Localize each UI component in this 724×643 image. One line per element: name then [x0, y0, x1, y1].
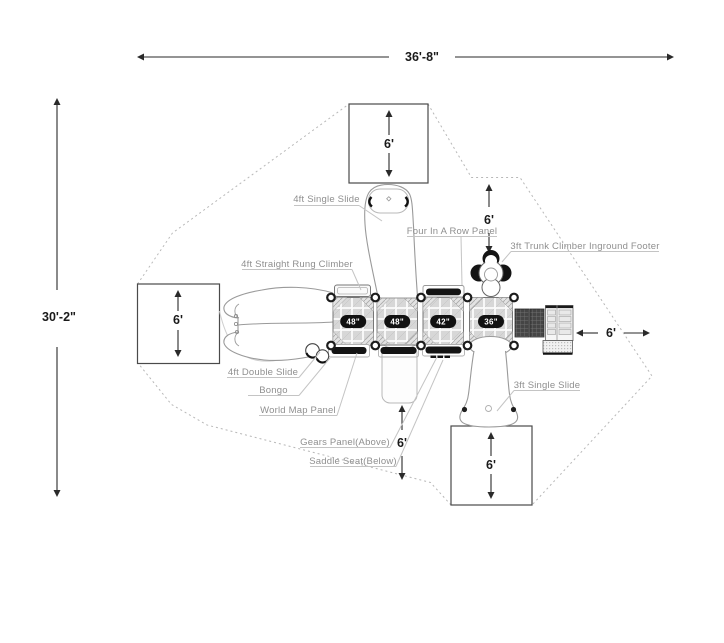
deck-height-label: 48" [346, 317, 360, 327]
deck-height-label: 36" [484, 317, 498, 327]
dimension-overall-height [42, 98, 76, 497]
slide-body [365, 185, 418, 298]
clearance-right [576, 326, 650, 340]
clearance-right-value: 6' [606, 326, 616, 340]
clearance-box-left [138, 284, 220, 364]
clearance-box-bottom [451, 426, 532, 505]
overall-width-value: 36'-8" [405, 50, 439, 64]
single-slide-4ft [365, 185, 419, 299]
label-text: Gears Panel(Above) [300, 437, 390, 448]
label-text: 4ft Single Slide [293, 194, 360, 205]
dimension-overall-width [137, 50, 674, 64]
label-trunk-climber-footer [502, 241, 660, 262]
deck-42 [423, 298, 464, 346]
four-in-a-row-panel [423, 286, 464, 298]
slide-body [460, 351, 518, 427]
clearance-top-value: 6' [384, 137, 394, 151]
clearance-upper-mid-value: 6' [484, 213, 494, 227]
transfer-stairs [515, 306, 573, 354]
trunk-climber [471, 250, 512, 297]
deck-48-second [377, 298, 418, 346]
arrow-down-icon [54, 490, 61, 497]
straight-rung-climber [335, 285, 371, 297]
label-text: Four In A Row Panel [406, 226, 498, 237]
arrow-left-icon [137, 54, 144, 61]
clearance-left-value: 6' [173, 313, 183, 327]
panel-footprint [382, 346, 417, 404]
label-text: 4ft Double Slide [227, 367, 299, 378]
deck-48-first [333, 298, 374, 346]
clearance-lower-mid [397, 405, 407, 480]
label-text: Saddle Seat(Below) [309, 456, 397, 467]
label-text: Bongo [259, 385, 288, 396]
overall-height-value: 30'-2" [42, 310, 76, 324]
gears-saddle-panel [423, 345, 465, 359]
arrow-right-icon [667, 54, 674, 61]
bongo-drums [306, 344, 370, 363]
clearance-lower-mid-value: 6' [397, 436, 407, 450]
label-text: World Map Panel [260, 405, 336, 416]
label-text: 3ft Trunk Climber Inground Footer [510, 241, 660, 252]
deck-height-label: 48" [390, 317, 404, 327]
deck-height-label: 42" [436, 317, 450, 327]
world-map-panel [379, 345, 419, 404]
label-text: 3ft Single Slide [513, 380, 581, 391]
arrow-up-icon [54, 98, 61, 105]
label-text: 4ft Straight Rung Climber [241, 259, 353, 270]
clearance-upper-mid [484, 184, 494, 253]
clearance-bottom-value: 6' [486, 458, 496, 472]
clearance-box-top [349, 104, 428, 183]
